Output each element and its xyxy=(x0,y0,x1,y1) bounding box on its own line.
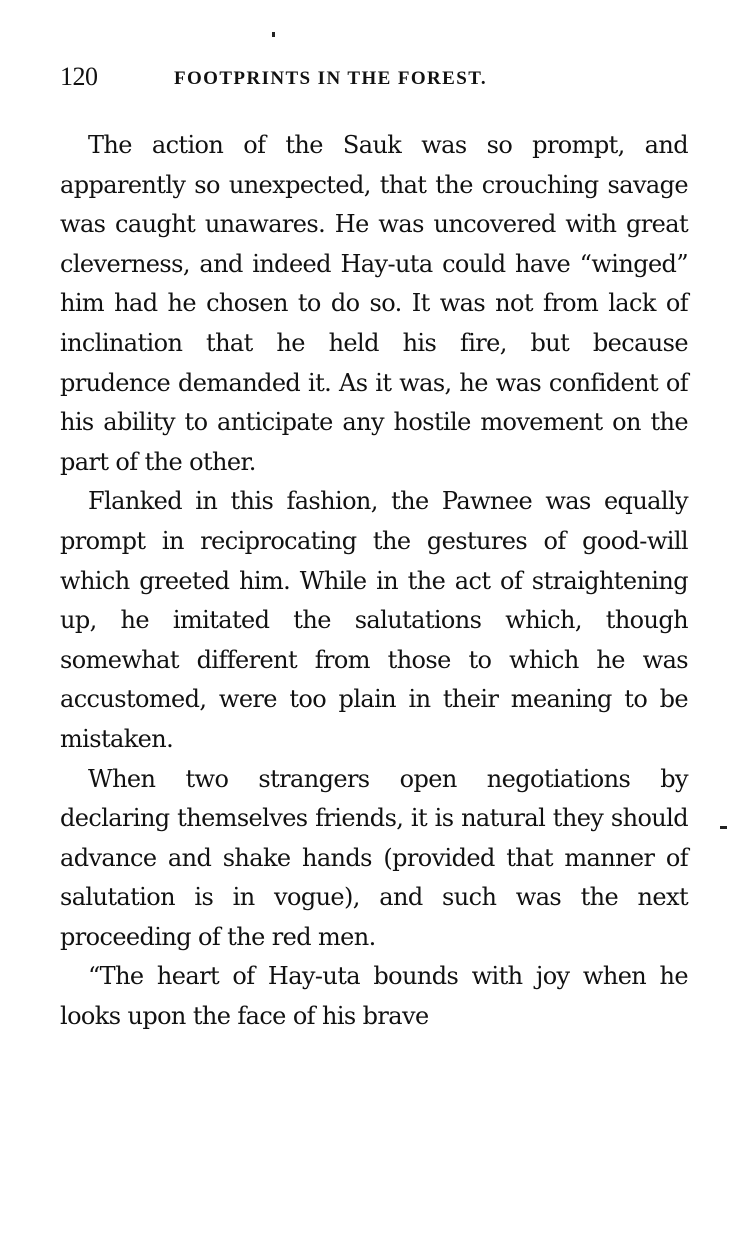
paragraph: The action of the Sauk was so prompt, and apparently so unexpected, that the crouching savage was caught unawares. He was uncovered with great cleverness, and indeed Hay-uta could have “winged” him had he chosen to do so. It was not from lack of inclination that he held his fire, but because prudence demanded it. As it was, he was confident of his ability to anticipate any hostile movement on the part of the other. xyxy=(60,131,688,476)
paragraph: “The heart of Hay-uta bounds with joy when he looks upon the face of his brave xyxy=(60,962,688,1031)
paragraph: Flanked in this fashion, the Pawnee was equally prompt in reciprocating the gestures of good-will which greeted him. While in the act of straightening up, he imitated the salutations which, though somewhat different from those to which he was accustomed, were too plain in their meaning to be mistaken. xyxy=(60,487,688,753)
paragraph: When two strangers open negotiations by declaring themselves friends, it is natural they should advance and shake hands (provided that manner of salutation is in vogue), and such was the next proceeding of the red men. xyxy=(60,764,688,951)
print-speck xyxy=(720,826,727,829)
running-title: FOOTPRINTS IN THE FOREST. xyxy=(174,68,488,89)
page-header xyxy=(60,62,700,94)
print-speck xyxy=(272,32,275,37)
page-number: 120 xyxy=(60,62,98,91)
body-text xyxy=(60,126,688,1037)
